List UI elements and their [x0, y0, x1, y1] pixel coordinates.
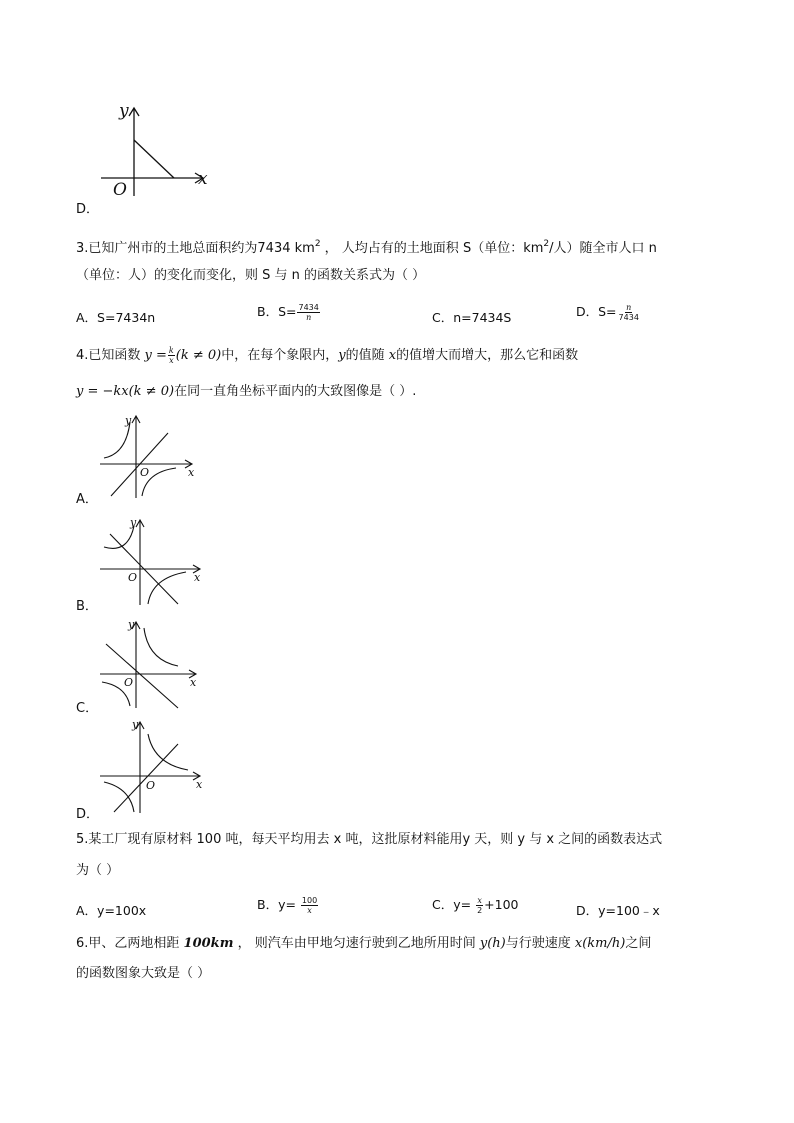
q4-graph-c	[96, 614, 206, 709]
q3-option-d-fraction	[618, 303, 640, 322]
q5-option-c-num: x	[477, 896, 482, 905]
q5-option-c-suffix: +100	[484, 897, 519, 912]
q5-option-a[interactable]: A．y=100x	[76, 903, 147, 918]
q4-text-b: 中，在每个象限内，	[221, 348, 339, 363]
q4d-axis-x: x	[196, 778, 203, 791]
q5-option-c-prefix: C．y=	[432, 897, 476, 912]
q2-axis-y-label: y	[119, 101, 129, 121]
q3-option-d-den: 7434	[618, 313, 639, 322]
q3-option-b-num: 7434	[298, 303, 319, 312]
q4-text-a: 4.已知函数	[76, 348, 145, 363]
q3-sup-2: 2	[543, 239, 550, 249]
q5-option-d[interactable]: D．y=100﹣x	[576, 903, 660, 918]
q4-var-y: y	[338, 348, 346, 363]
q4c-axis-x: x	[190, 676, 197, 689]
q3-option-a[interactable]: A．S=7434n	[76, 310, 156, 325]
q5-option-b-num: 100	[301, 896, 318, 905]
q4c-axis-y: y	[128, 618, 135, 631]
q3-question-line1	[76, 235, 657, 258]
q4-text-d: 的值增大而增大，那么它和函数	[396, 348, 579, 363]
q3-question-line2: （单位：人）的变化而变化，则 S 与 n 的函数关系式为（ ）	[76, 268, 426, 283]
q4-var-x: x	[388, 348, 397, 363]
q4-option-b-label[interactable]: B．	[76, 599, 98, 614]
q2-origin-label: O	[113, 180, 127, 200]
q5-question-line2: 为（ ）	[76, 863, 120, 878]
q4-graph-b	[96, 512, 206, 607]
q3-sup-1: 2	[314, 239, 321, 249]
q6-text-d: 之间	[625, 936, 652, 951]
q3-option-b[interactable]	[257, 302, 321, 322]
q3-option-b-prefix: B．S=	[257, 304, 297, 319]
q6-distance: 100km	[183, 936, 234, 951]
q5-option-b-fraction	[301, 896, 318, 915]
q4-option-a-label[interactable]: A．	[76, 492, 98, 507]
q5-option-c[interactable]	[432, 895, 519, 915]
q4-frac-num: k	[168, 346, 174, 355]
q4-graph-a	[96, 410, 206, 500]
q4b-axis-x: x	[194, 571, 201, 584]
q5-question-line1: 5.某工厂现有原材料 100 吨，每天平均用去 x 吨，这批原材料能用y 天，则 y 与 x 之间的函数表达式	[76, 832, 663, 847]
q4-option-d-label[interactable]: D．	[76, 807, 100, 822]
q6-question-line1	[76, 935, 651, 953]
q3-text-c: /人）随全市人口 n	[549, 241, 657, 256]
q4-question-line2	[76, 383, 416, 401]
q3-text-b: ， 人均占有的土地面积 S（单位：km	[320, 241, 544, 256]
q6-text-c: 与行驶速度	[505, 936, 575, 951]
q5-option-b-den: x	[307, 906, 312, 915]
q4a-axis-y: y	[125, 414, 132, 427]
q6-text-a: 6.甲、乙两地相距	[76, 936, 184, 951]
q4-question-line1	[76, 346, 578, 365]
q4-option-c-label[interactable]: C．	[76, 701, 99, 716]
q3-option-d[interactable]	[576, 302, 641, 322]
q4d-origin: O	[146, 779, 156, 792]
q5-option-b[interactable]	[257, 895, 319, 915]
q3-text-a: 3.已知广州市的土地总面积约为7434 km	[76, 241, 315, 256]
q4-math-y: y =	[144, 348, 167, 363]
q4a-origin: O	[140, 466, 150, 479]
q4b-axis-y: y	[130, 516, 137, 529]
q5-option-b-prefix: B．y=	[257, 897, 300, 912]
q6-text-b: ， 则汽车由甲地匀速行驶到乙地所用时间	[233, 936, 480, 951]
q6-speed: x(km/h)	[574, 936, 626, 951]
q5-option-c-den: 2	[477, 906, 483, 915]
q4-text-c: 的值随	[345, 348, 389, 363]
q4-graph-d	[96, 716, 208, 814]
q2-option-d-label: D．	[76, 202, 100, 217]
q3-option-d-prefix: D．S=	[576, 304, 617, 319]
q4-frac-kx	[168, 346, 175, 365]
q4b-origin: O	[128, 571, 138, 584]
q5-option-c-fraction	[476, 896, 483, 915]
q6-time: y(h)	[479, 936, 506, 951]
q4-cond: (k ≠ 0)	[175, 348, 222, 363]
q3-option-c[interactable]: C．n=7434S	[432, 310, 512, 325]
q6-question-line2: 的函数图象大致是（ ）	[76, 966, 211, 981]
q4c-origin: O	[124, 676, 134, 689]
q4-frac-den: x	[169, 356, 174, 365]
q3-option-b-den: n	[306, 313, 312, 322]
q4-line2-math: y = −kx(k ≠ 0)	[76, 384, 175, 399]
q3-option-d-num: n	[626, 303, 632, 312]
q2-axis-x-label: x	[198, 169, 208, 189]
q2-option-d-graph	[95, 98, 215, 200]
q4-line2-text: 在同一直角坐标平面内的大致图像是（ ）.	[174, 384, 417, 399]
q4d-axis-y: y	[132, 718, 139, 731]
q3-option-b-fraction	[297, 303, 319, 322]
q4a-axis-x: x	[188, 466, 195, 479]
